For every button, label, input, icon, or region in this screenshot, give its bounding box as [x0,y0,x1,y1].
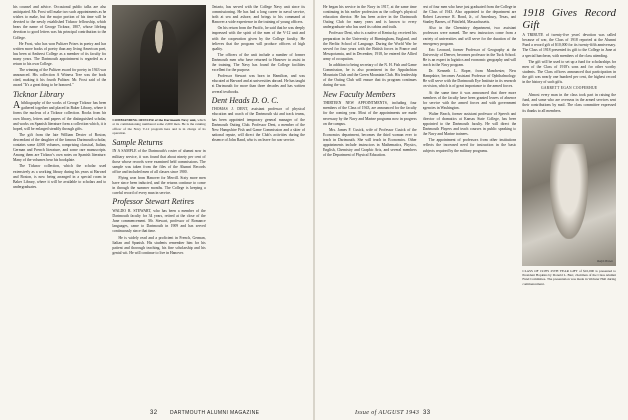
article-signature: GARRETT EGAN COOPERHUE [540,86,598,91]
presentation-scene-image [550,144,587,239]
right-column-1 [323,5,417,405]
1918-gives-record-gift-heading: 1918 Gives Record Gift [522,7,617,32]
issue-date: Issue of AUGUST 1943 [355,410,420,416]
right-page [315,0,628,420]
article-text: his counsel and advice. Occasional public talks are also anticipated. Mr. Frost will make two such appointments as he wishes to make, but the major portion of his time will be devoted to the newly established Ticknor fellowship, which bears the name of George Ticknor, 1807, whose lifelong devotion to good letters was his principal contribution to the College. [13,5,107,40]
article-text: Professor Dent, who is a native of Kentucky, received his preparation in the University of Birmingham, England, and the Berlitz School of Language. During the World War he served for four years with the British forces in France and Mesopotamia, and in December, 1918, he entered the Allied army of occupation. [323,31,417,61]
article-text: He Frost, who has won Pulitzer Prizes in poetry and has written more books of poetry than any living American poet, has been at Amherst College as a member of its faculty for many years. The Dartmouth appointment is regarded as a return to his own College. [13,41,107,67]
new-faculty-members-heading: New Faculty Members [323,89,396,99]
photo-caption [112,118,205,136]
article-text: The officers of the unit include a number of former Dartmouth men who have returned to Hanover to assist in the training. The Navy has found the College facilities excellent for the purpose. [211,52,305,73]
right-column-2 [423,5,517,405]
magazine-name: DARTMOUTH ALUMNI MAGAZINE [170,410,260,416]
article-text: At the same time it was announced that three more members of the faculty have been granted leaves of absence for service with the armed forces and with government agencies in Washington. [422,90,517,110]
sample-returns-heading: Sample Returns [112,137,163,147]
article-text: Eric Leonard, former Professor of Geography at the University of Denver, becomes professor in the Tuck School. He is an expert in logistics and economic geography and will teach in the Navy program. [422,47,517,68]
page-number: 33 [423,410,431,416]
professor-stewart-heading: Professor Stewart Retires [112,197,194,207]
page-number: 32 [150,410,158,416]
caption-text: which at its commissioning numbered some 2,000 men. He is the ranking officer of the Navy V-12 program here and is in charge of its operation. [112,118,206,136]
article-text: IN A SAMPLE of the Dartmouth's roster of alumni now in military service, it was found that about ninety per cent of those whose records were examined held commissions. The sample was taken from the files of the Alumni Records office and included men of all classes since 1900. [112,149,206,174]
class-gift-photo [522,118,616,266]
article-text: The gift will be used to set up a fund for scholarships for men of the Class of 1918's sons and for other worthy students. The Class officers announced that participation in the gift was nearly one hundred per cent, the highest record in the history of such gifts. [522,59,617,85]
article-text: The Ticknor collection, which the scholar used extensively as a working library during his years at Harvard and Boston, is now being arranged in a special room in Baker Library, where it will be available to scholars and to undergraduates. [13,164,107,189]
caption-lead: COMMANDING OFFICER of the Dartmouth Navy unit, [112,118,197,122]
article-text: On his return from the Pacific, he said that he was deeply impressed with the spirit of the men of the V-12 unit and with the cooperation given by the College faculty. He believes that the program will produce officers of high quality. [211,26,305,51]
left-page-columns [13,5,305,405]
article-text: The winning of the Pulitzer award for poetry in 1943 was announced. His collection A Witness Tree was the book cited, making it his fourth Pulitzer. Mr. Frost said of the award "It's a great thing to be honored." [13,68,107,88]
article-text: He began his service in the Navy in 1917, at the same time continuing in his earlier profession as the college's physical education director. He has been active in the Dartmouth Outing Club for many years and is known to every undergraduate who has used its cabins and trails. [323,5,417,30]
article-text: Walter Beach, former assistant professor of Speech and director of dramatics at Kansas State College, has been appointed to the Dartmouth faculty. He will direct the Dartmouth Players and teach courses in public speaking to the Navy and Marine trainees. [422,111,517,137]
photo-caption: CLASS OF 1918'S 25TH YEAR GIFT of $10,000 is presented to President Hopkins by Donald L. Barr, chairman of the Class Alumni Fund Committee. The presentation was made in Webster Hall during commencement. [522,268,617,286]
article-text: THIRTEEN NEW APPOINTMENTS, including four members of the Class of 1943, are announced for the faculty for the coming year. Most of the appointments are made necessary by the Navy and Marine programs now in progress on the campus. [323,101,417,126]
article-text: He is widely read and a proficient in French, German, Italian and Spanish. His students remember him for his patient and thorough teaching, his fine scholarship and his genial wit. He will continue to live in Hanover. [112,235,206,255]
ticknor-library-heading: Ticknor Library [13,89,64,99]
dent-heads-doc-heading: Dent Heads D. O. C. [211,95,279,105]
article-text: The appointment of professors from other institutions reflects the increased need for instruction in the basic subjects required by the military programs. [422,138,517,153]
article-text: rest of four men who have just graduated from the College in the Class of 1943. Also appointed to the department are Robert Lawrence R. Bond, Jr., of Amesbury, Texas, and Stanley Barnes, of Pittsfield, Massachusetts. [422,5,517,25]
left-column-2 [112,5,205,405]
article-text: In addition to being secretary of the N. H. Fish and Game Commission, he is also prominent in the Appalachian Mountain Club and the Green Mountain Club. His leadership of the Outing Club will ensure that its program continues during the war. [323,63,417,88]
officer-figure-image [140,20,177,115]
article-text: The gift from the late William Dexter of Boston, descendant of the daughter of the famous Dartmouth scholar, contains some 4,000 volumes, comprising classical, Italian, German and French literature, and some rare manuscripts. Among them are Ticknor's own notes on Spanish literature. Many of the volumes bear his bookplate. [13,132,107,163]
article-text: THOMAS J. DENT, assistant professor of physical education and coach of the Dartmouth ski and track teams, has been appointed temporary general manager of the Dartmouth Outing Club. Professor Dent, a member of the New Hampshire Fish and Game Commission and a skier of national repute, will direct the Club's activities during the absence of John Rand, who is on leave for war service. [211,107,305,142]
article-text: Ontario, has served with the College Navy unit since its commissioning. He has had a long career in naval service, both at sea and ashore, and brings to his command at Hanover a wide experience in the training of young officers. [211,5,305,25]
left-column-3 [212,5,305,405]
article-text: A TRIBUTE of twenty-five years' devotion was called because of war, the Class of 1918 reported at the Alumni Fund a record gift of $10,000 for its twenty-fifth anniversary. The Class of 1918 presented its gift to the College in June at a special luncheon, with members of the class attending. [522,33,617,58]
commanding-officer-photo [112,5,205,115]
article-text: Mrs. James F. Cusick, wife of Professor Cusick of the Economics department, becomes the third woman ever to teach in Dartmouth. She will teach in Economics. Other appointments include instructors in Mathematics, Physics, English, Chemistry and Graphic Arts, and several members of the Department of Physical Education. [323,127,417,158]
right-page-columns [323,5,616,405]
article-text: Flying won from Hanover for Merrill. Sixty more men have since been inducted, and the returns continue to come in through the summer months. The College is keeping a careful record of every man in service. [112,175,206,196]
article-text: Dr. Kenneth L. Roper, from Manchester, New Hampshire, becomes Assistant Professor of Ophthalmology. He will serve with the Dartmouth Eye Institute in its research on vision, which is of great importance to the armed forces. [422,69,517,89]
article-text: WALDO R. STEWART, who has been a member of the Dartmouth faculty for 34 years, retired at the close of the June commencement. Mr. Stewart, professor of Romance languages, came to Dartmouth in 1909 and has served continuously since that time. [112,209,206,234]
left-column-1 [13,5,106,405]
article-text: Professor Stewart was born in Hamilton, and was educated at Harvard and at universities abroad. He has taught at Dartmouth for more than three decades and has written several textbooks. [211,74,305,94]
photo-credit: Ralph Brown [597,258,614,263]
right-column-3 [522,5,616,405]
article-text: Abibliography of the works of George Ticknor has been gathered together and placed in Baker Library, where it forms the nucleus of a Ticknor collection. Books from his own library, letters and papers of the distinguished scholar, and works on Spanish literature form a collection which, it is hoped, will be enlarged steadily through gifts. [13,100,107,131]
article-text: Almost every man in the class took part in raising the fund, and some who are overseas in the armed services sent their contributions by mail. The class committee expressed its thanks to all members. [522,93,617,113]
left-page [0,0,313,420]
article-text: Also in the Chemistry department, two assistant professors were named. The new instructors come from a variety of universities and will serve for the duration of the emergency program. [422,26,517,46]
